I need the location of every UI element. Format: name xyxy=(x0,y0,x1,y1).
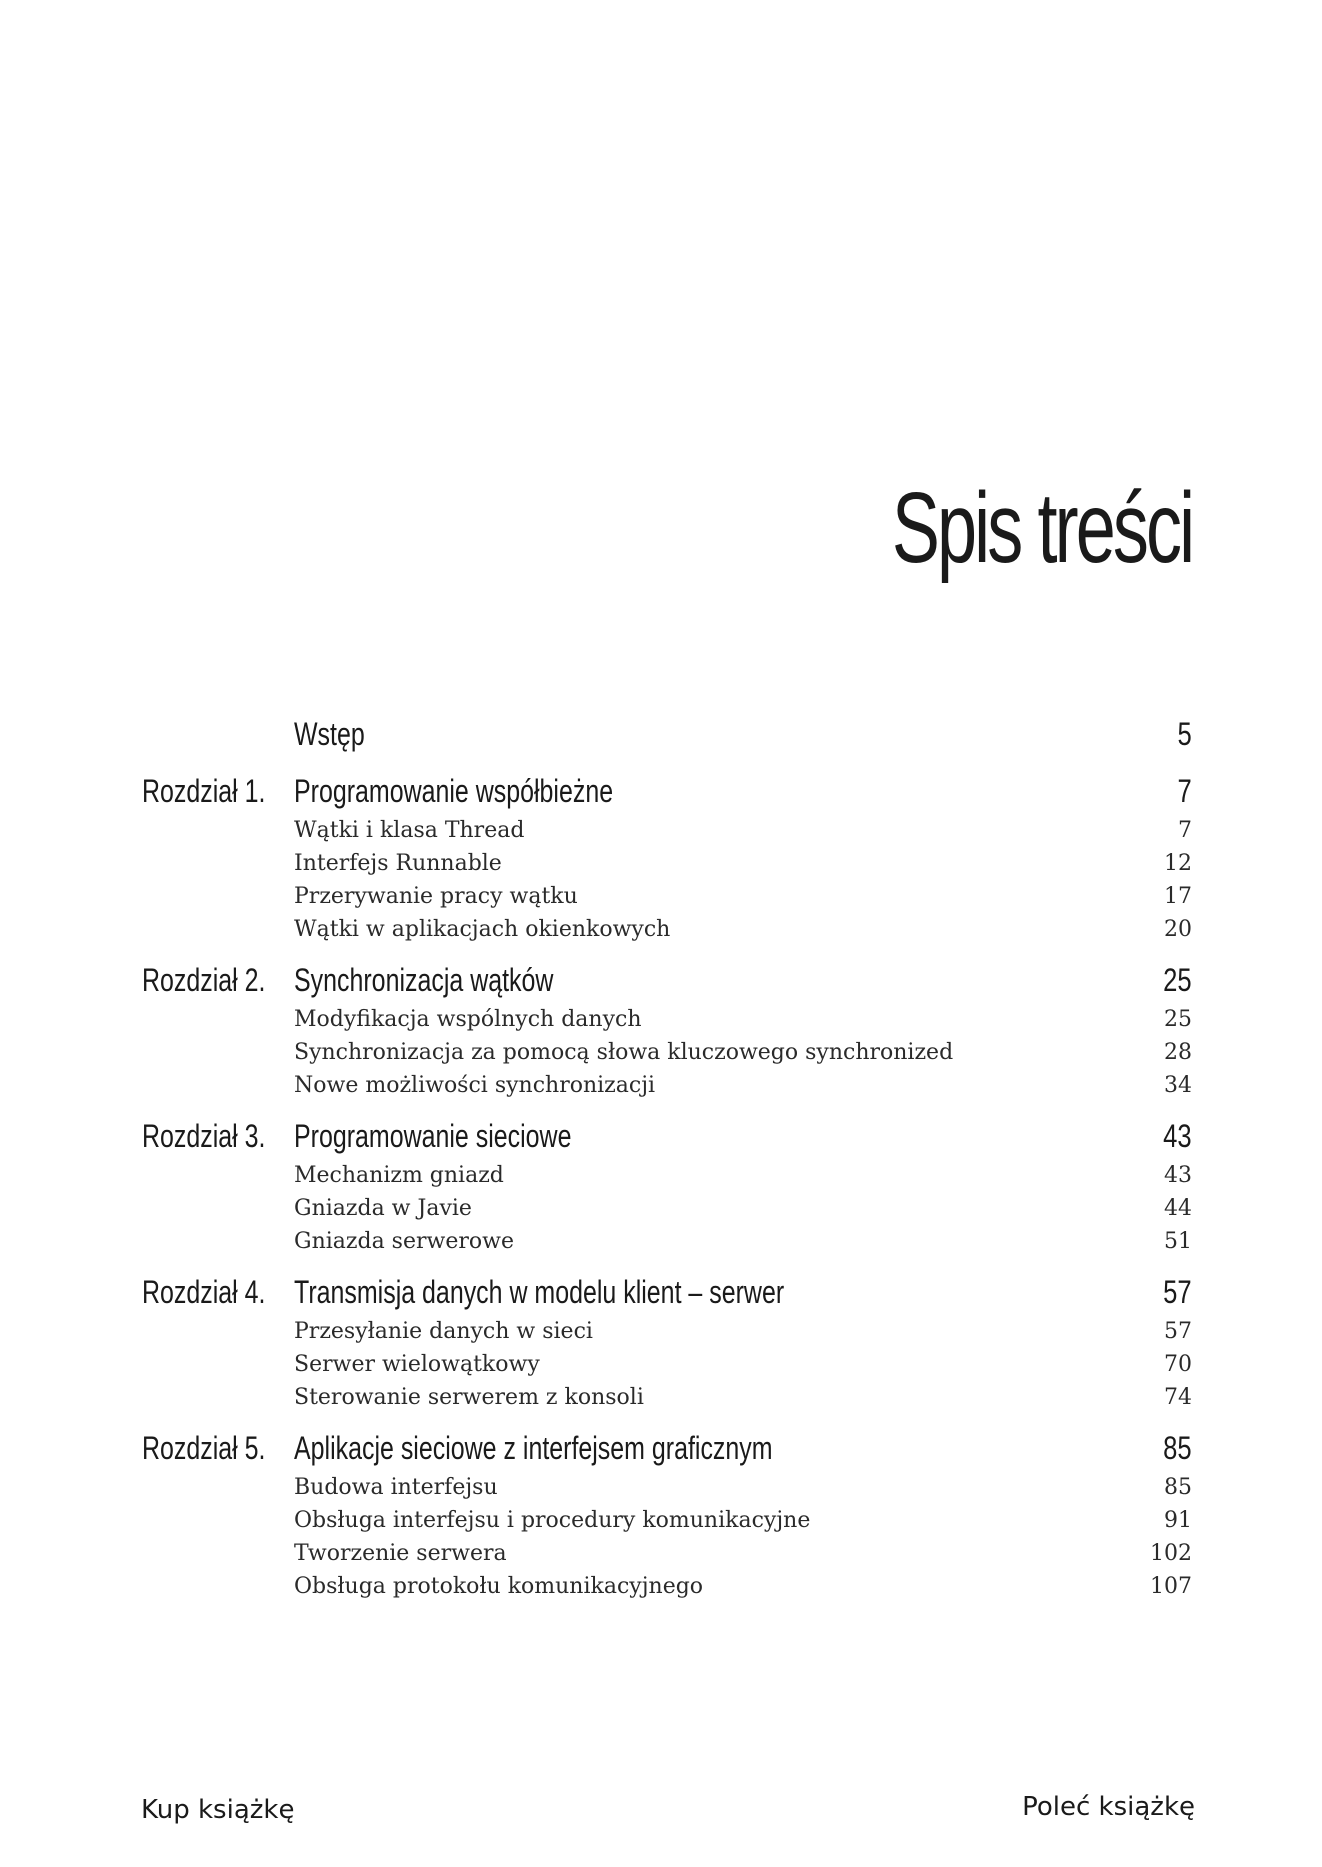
chapter-label: Rozdział 4. xyxy=(142,1274,266,1310)
section-page-number: 57 xyxy=(1164,1319,1192,1344)
chapter-list xyxy=(142,769,1192,1603)
intro-title: Wstęp xyxy=(294,716,365,752)
toc-chapter-row[interactable] xyxy=(142,1426,1192,1471)
section-title: Serwer wielowątkowy xyxy=(294,1352,540,1377)
chapter-label: Rozdział 3. xyxy=(142,1118,266,1154)
section-page-number: 107 xyxy=(1150,1574,1192,1599)
toc-section-row[interactable] xyxy=(142,1003,1192,1036)
table-of-contents xyxy=(142,712,1192,1603)
toc-chapter xyxy=(142,769,1192,946)
toc-chapter-row[interactable] xyxy=(142,958,1192,1003)
toc-section-row[interactable] xyxy=(142,1036,1192,1069)
section-title: Synchronizacja za pomocą słowa kluczowego synchronized xyxy=(294,1040,954,1065)
section-page-number: 44 xyxy=(1164,1196,1192,1221)
toc-section-row[interactable] xyxy=(142,1069,1192,1102)
toc-intro xyxy=(142,712,1192,757)
chapter-label: Rozdział 1. xyxy=(142,773,266,809)
toc-section-row[interactable] xyxy=(142,1315,1192,1348)
toc-section-row[interactable] xyxy=(142,1381,1192,1414)
section-page-number: 34 xyxy=(1164,1073,1192,1098)
section-title: Tworzenie serwera xyxy=(294,1541,507,1566)
chapter-title: Synchronizacja wątków xyxy=(294,962,554,998)
toc-section-row[interactable] xyxy=(142,847,1192,880)
toc-chapter-row[interactable] xyxy=(142,769,1192,814)
section-title: Wątki i klasa Thread xyxy=(294,818,525,843)
toc-chapter xyxy=(142,1426,1192,1603)
toc-chapter xyxy=(142,958,1192,1102)
section-title: Przesyłanie danych w sieci xyxy=(294,1319,593,1344)
toc-intro-row[interactable] xyxy=(142,712,1192,757)
intro-page: 5 xyxy=(1177,716,1192,752)
toc-section-row[interactable] xyxy=(142,880,1192,913)
section-page-number: 20 xyxy=(1164,917,1192,942)
chapter-label: Rozdział 2. xyxy=(142,962,266,998)
toc-chapter-row[interactable] xyxy=(142,1270,1192,1315)
section-page-number: 12 xyxy=(1164,851,1192,876)
section-title: Przerywanie pracy wątku xyxy=(294,884,578,909)
chapter-label: Rozdział 5. xyxy=(142,1430,266,1466)
toc-section-row[interactable] xyxy=(142,1537,1192,1570)
toc-section-row[interactable] xyxy=(142,1471,1192,1504)
section-title: Obsługa interfejsu i procedury komunikacyjne xyxy=(294,1508,811,1533)
chapter-page-number: 25 xyxy=(1163,962,1192,998)
section-title: Mechanizm gniazd xyxy=(294,1163,504,1188)
section-title: Gniazda serwerowe xyxy=(294,1229,514,1254)
toc-section-row[interactable] xyxy=(142,1225,1192,1258)
section-page-number: 85 xyxy=(1164,1475,1192,1500)
section-page-number: 25 xyxy=(1164,1007,1192,1032)
chapter-title: Programowanie sieciowe xyxy=(294,1118,572,1154)
toc-section-row[interactable] xyxy=(142,814,1192,847)
section-page-number: 70 xyxy=(1164,1352,1192,1377)
toc-chapter xyxy=(142,1114,1192,1258)
chapter-title: Aplikacje sieciowe z interfejsem graficznym xyxy=(294,1430,773,1466)
chapter-title: Programowanie współbieżne xyxy=(294,773,614,809)
buy-book-link[interactable]: Kup książkę xyxy=(141,1795,295,1825)
chapter-title: Transmisja danych w modelu klient – serwer xyxy=(294,1274,785,1310)
section-title: Modyfikacja wspólnych danych xyxy=(294,1007,642,1032)
section-page-number: 51 xyxy=(1164,1229,1192,1254)
section-title: Budowa interfejsu xyxy=(294,1475,498,1500)
section-title: Wątki w aplikacjach okienkowych xyxy=(294,917,671,942)
chapter-page-number: 43 xyxy=(1163,1118,1192,1154)
section-title: Obsługa protokołu komunikacyjnego xyxy=(294,1574,704,1599)
recommend-book-link[interactable]: Poleć książkę xyxy=(1022,1792,1195,1822)
section-page-number: 28 xyxy=(1164,1040,1192,1065)
chapter-page-number: 85 xyxy=(1163,1430,1192,1466)
section-page-number: 7 xyxy=(1178,818,1192,843)
toc-chapter-row[interactable] xyxy=(142,1114,1192,1159)
toc-section-row[interactable] xyxy=(142,1192,1192,1225)
toc-section-row[interactable] xyxy=(142,1159,1192,1192)
toc-section-row[interactable] xyxy=(142,1570,1192,1603)
chapter-page-number: 57 xyxy=(1163,1274,1192,1310)
toc-section-row[interactable] xyxy=(142,1504,1192,1537)
section-page-number: 17 xyxy=(1164,884,1192,909)
section-title: Nowe możliwości synchronizacji xyxy=(294,1073,656,1098)
section-page-number: 91 xyxy=(1164,1508,1192,1533)
toc-section-row[interactable] xyxy=(142,913,1192,946)
section-title: Gniazda w Javie xyxy=(294,1196,472,1221)
chapter-page-number: 7 xyxy=(1177,773,1192,809)
page-title: Spis treści xyxy=(891,472,1192,584)
section-page-number: 102 xyxy=(1150,1541,1192,1566)
section-page-number: 74 xyxy=(1164,1385,1192,1410)
section-title: Sterowanie serwerem z konsoli xyxy=(294,1385,644,1410)
section-title: Interfejs Runnable xyxy=(294,851,502,876)
toc-section-row[interactable] xyxy=(142,1348,1192,1381)
section-page-number: 43 xyxy=(1164,1163,1192,1188)
toc-chapter xyxy=(142,1270,1192,1414)
